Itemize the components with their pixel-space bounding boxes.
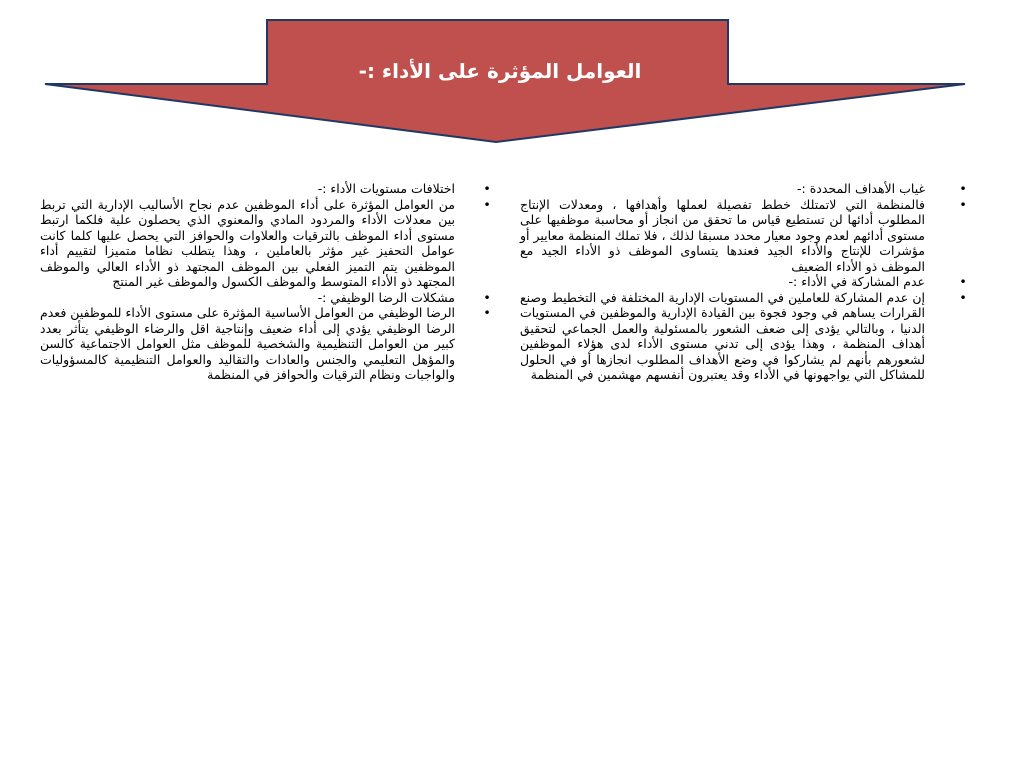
paragraph-text: إن عدم المشاركة للعاملين في المستويات الإدارية المختلفة في التخطيط وصنع القرارات يساهم في وجود فجوة بين القيادة الإدارية والموظفين في المستويات الدنيا ، وبالتالي يؤدى إلى ضعف الشعور بالمسئولية والعمل الجماعي لتحقيق أهداف المنظمة ، وهذا يؤدى إلى تدني مستوى الأداء لدى هؤلاء الموظفين لشعورهم بأنهم لم يشاركوا في وضع الأهداف المطلوب انجازها أو في الحلول للمشاكل التي يواجهونها في الأداء وقد يعتبرون أنفسهم مهشمين في المنظمة — [520, 289, 925, 382]
list-item — [40, 181, 491, 197]
bullet-marker: • — [483, 196, 491, 212]
paragraph-text: من العوامل المؤثرة على أداء الموظفين عدم نجاح الأساليب الإدارية التي تربط بين معدلات الأداء والمردود المادي والمعنوي الذي يحصلون علية فلكما ارتبط مستوى أداء الموظف بالترقيات والعلاوات والحوافز التي يحصل عليها كلما كانت عوامل التحفيز غير مؤثر بالعاملين ، وهذا يتطلب نظاما متميزا لتقييم أداء الموظفين يتم التميز الفعلي بين الموظف المجتهد ذو الأداء العالي والموظف المجتهد ذو الأداء المتوسط والموظف الكسول والموظف غير المنتج — [40, 196, 455, 289]
section-heading: مشكلات الرضا الوظيفي :- — [317, 289, 455, 305]
list-item — [520, 274, 967, 290]
page-title: العوامل المؤثرة على الأداء :- — [358, 59, 642, 83]
list-item — [520, 181, 967, 197]
bullet-marker: • — [959, 196, 967, 212]
paragraph-text: الرضا الوظيفي من العوامل الأساسية المؤثرة على مستوى الأداء للموظفين فعدم الرضا الوظيفي يؤدي إلى أداء ضعيف وإنتاجية اقل والرضاء الوظيفي يتأثر بعدد كبير من العوامل التنظيمية والشخصية للموظف مثل العوامل الاجتماعية كالسن والمؤهل التعليمي والجنس والعادات والتقاليد والعوامل التنظيمية كالمسؤوليات والواجبات ونظام الترقيات والحوافز في المنظمة — [40, 305, 455, 382]
right-column — [520, 181, 967, 383]
list-item — [40, 305, 491, 383]
bullet-marker: • — [959, 274, 967, 289]
bullet-marker: • — [959, 181, 967, 196]
bullet-marker: • — [959, 289, 967, 305]
list-item — [520, 196, 967, 275]
section-heading: اختلافات مستويات الأداء :- — [317, 181, 455, 196]
title-banner — [0, 0, 1024, 150]
left-column — [40, 181, 491, 383]
section-heading: عدم المشاركة في الأداء :- — [788, 274, 925, 289]
list-item — [40, 289, 491, 306]
section-heading: غياب الأهداف المحددة :- — [797, 181, 925, 196]
paragraph-text: فالمنظمة التي لاتمتلك خطط تفصيلة لعملها وأهدافها ، ومعدلات الإنتاج المطلوب أدائها لن تستطيع قياس ما تحقق من انجاز أو محاسبة موظفيها على مستوى أدائهم لعدم وجود معيار محدد مسبقا لذلك ، فلا تملك المنظمة معايير أو مؤشرات للإنتاج والأداء الجيد فعندها يتساوى الموظف ذو الأداء الجيد مع الموظف ذو الأداء الضعيف — [520, 196, 925, 274]
bullet-marker: • — [483, 181, 491, 196]
list-item — [40, 196, 491, 290]
list-item — [520, 289, 967, 383]
bullet-marker: • — [483, 289, 491, 305]
bullet-marker: • — [483, 305, 491, 320]
